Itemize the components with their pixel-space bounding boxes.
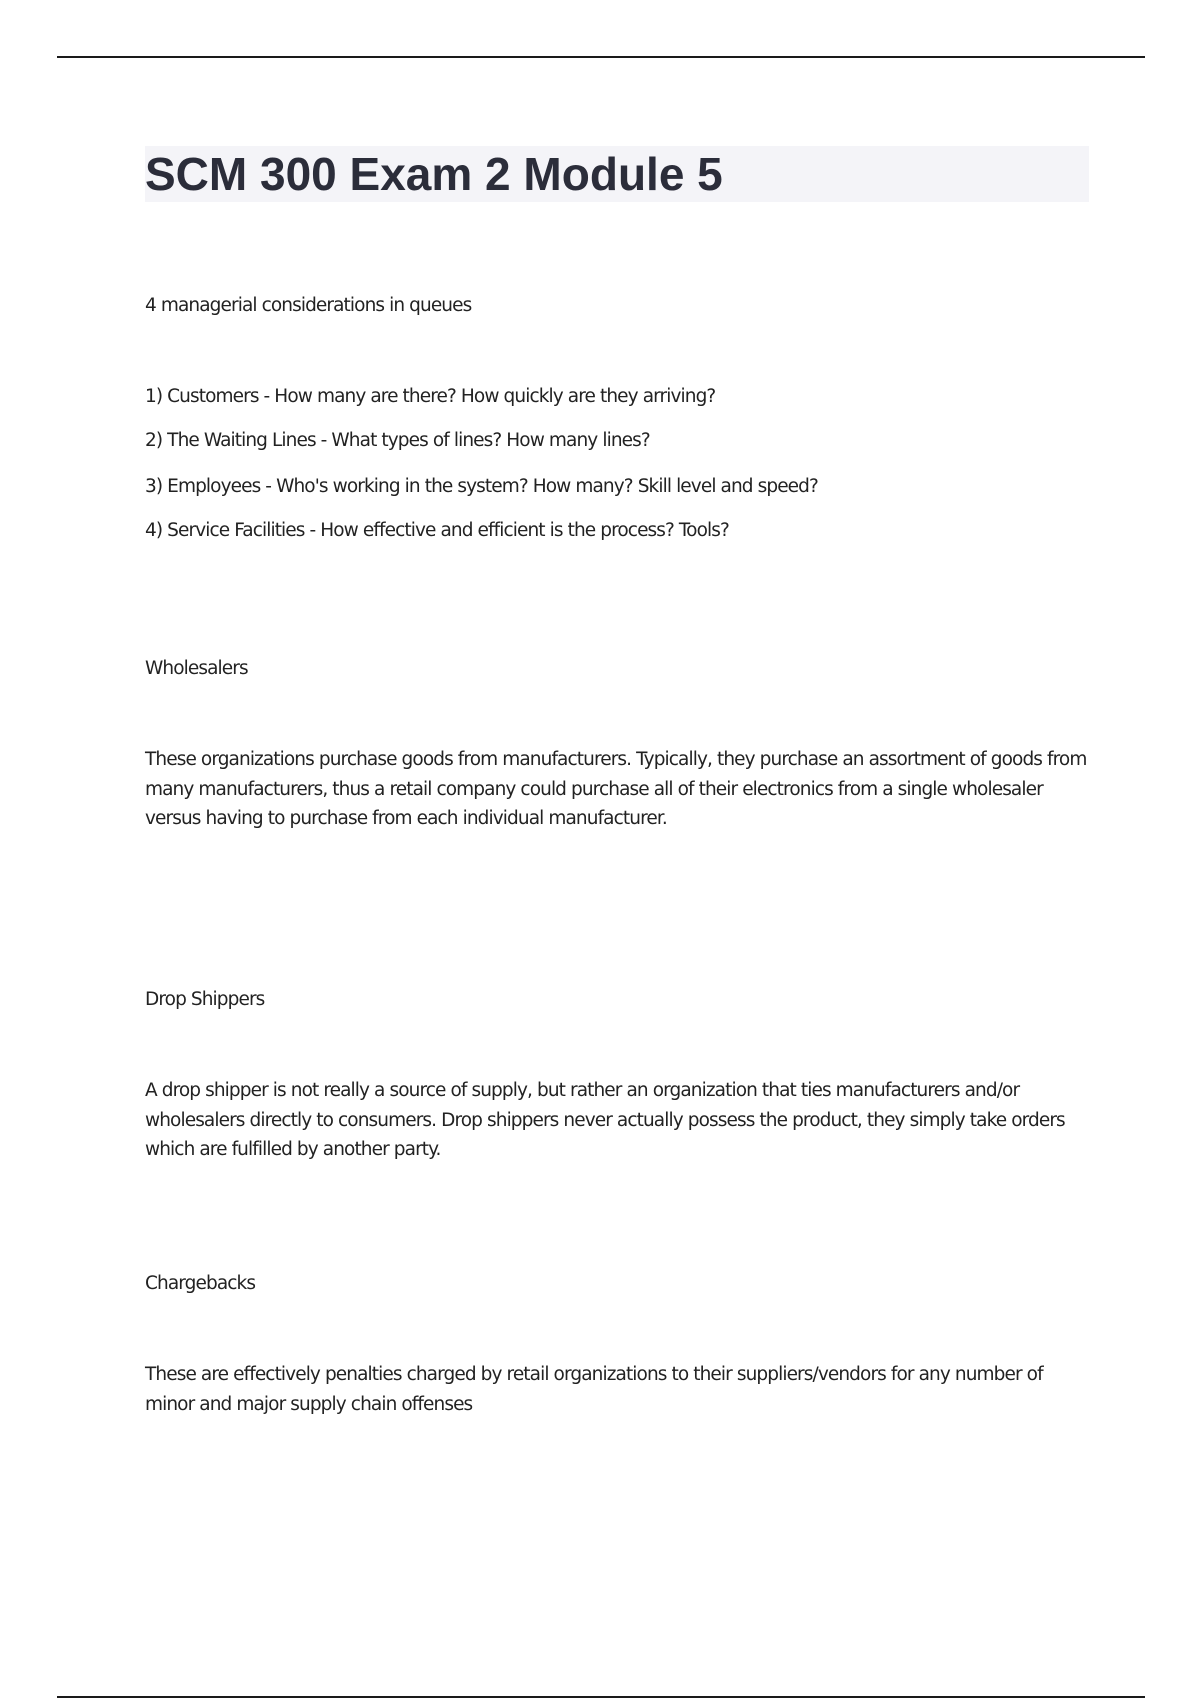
card-definition-chargebacks: These are effectively penalties charged by retail organizations to their suppliers/vendors for any number of minor and major supply chain offenses xyxy=(145,1364,1043,1415)
definition-line-4: 4) Service Facilities - How effective and efficient is the process? Tools? xyxy=(145,520,729,541)
bottom-rule xyxy=(57,1696,1145,1698)
top-rule xyxy=(57,56,1145,58)
card-definition-drop-shippers: A drop shipper is not really a source of supply, but rather an organization that ties manufacturers and/or wholesalers directly to consumers. Drop shippers never actually possess the product, they simply take orders which are fulfilled by another party. xyxy=(145,1080,1065,1160)
definition-line-3: 3) Employees - Who's working in the system? How many? Skill level and speed? xyxy=(145,476,818,497)
document-title: SCM 300 Exam 2 Module 5 xyxy=(145,148,723,200)
definition-line-1: 1) Customers - How many are there? How quickly are they arriving? xyxy=(145,386,716,407)
card-term-chargebacks: Chargebacks xyxy=(145,1273,256,1294)
card-definition-wholesalers: These organizations purchase goods from manufacturers. Typically, they purchase an assortment of goods from many manufacturers, thus a retail company could purchase all of their electronics from a single wholesaler versus having to purchase from each individual manufacturer. xyxy=(145,749,1087,829)
card-term-wholesalers: Wholesalers xyxy=(145,658,248,679)
card-term-queues: 4 managerial considerations in queues xyxy=(145,295,472,316)
definition-line-2: 2) The Waiting Lines - What types of lines? How many lines? xyxy=(145,430,650,451)
card-term-drop-shippers: Drop Shippers xyxy=(145,989,265,1010)
